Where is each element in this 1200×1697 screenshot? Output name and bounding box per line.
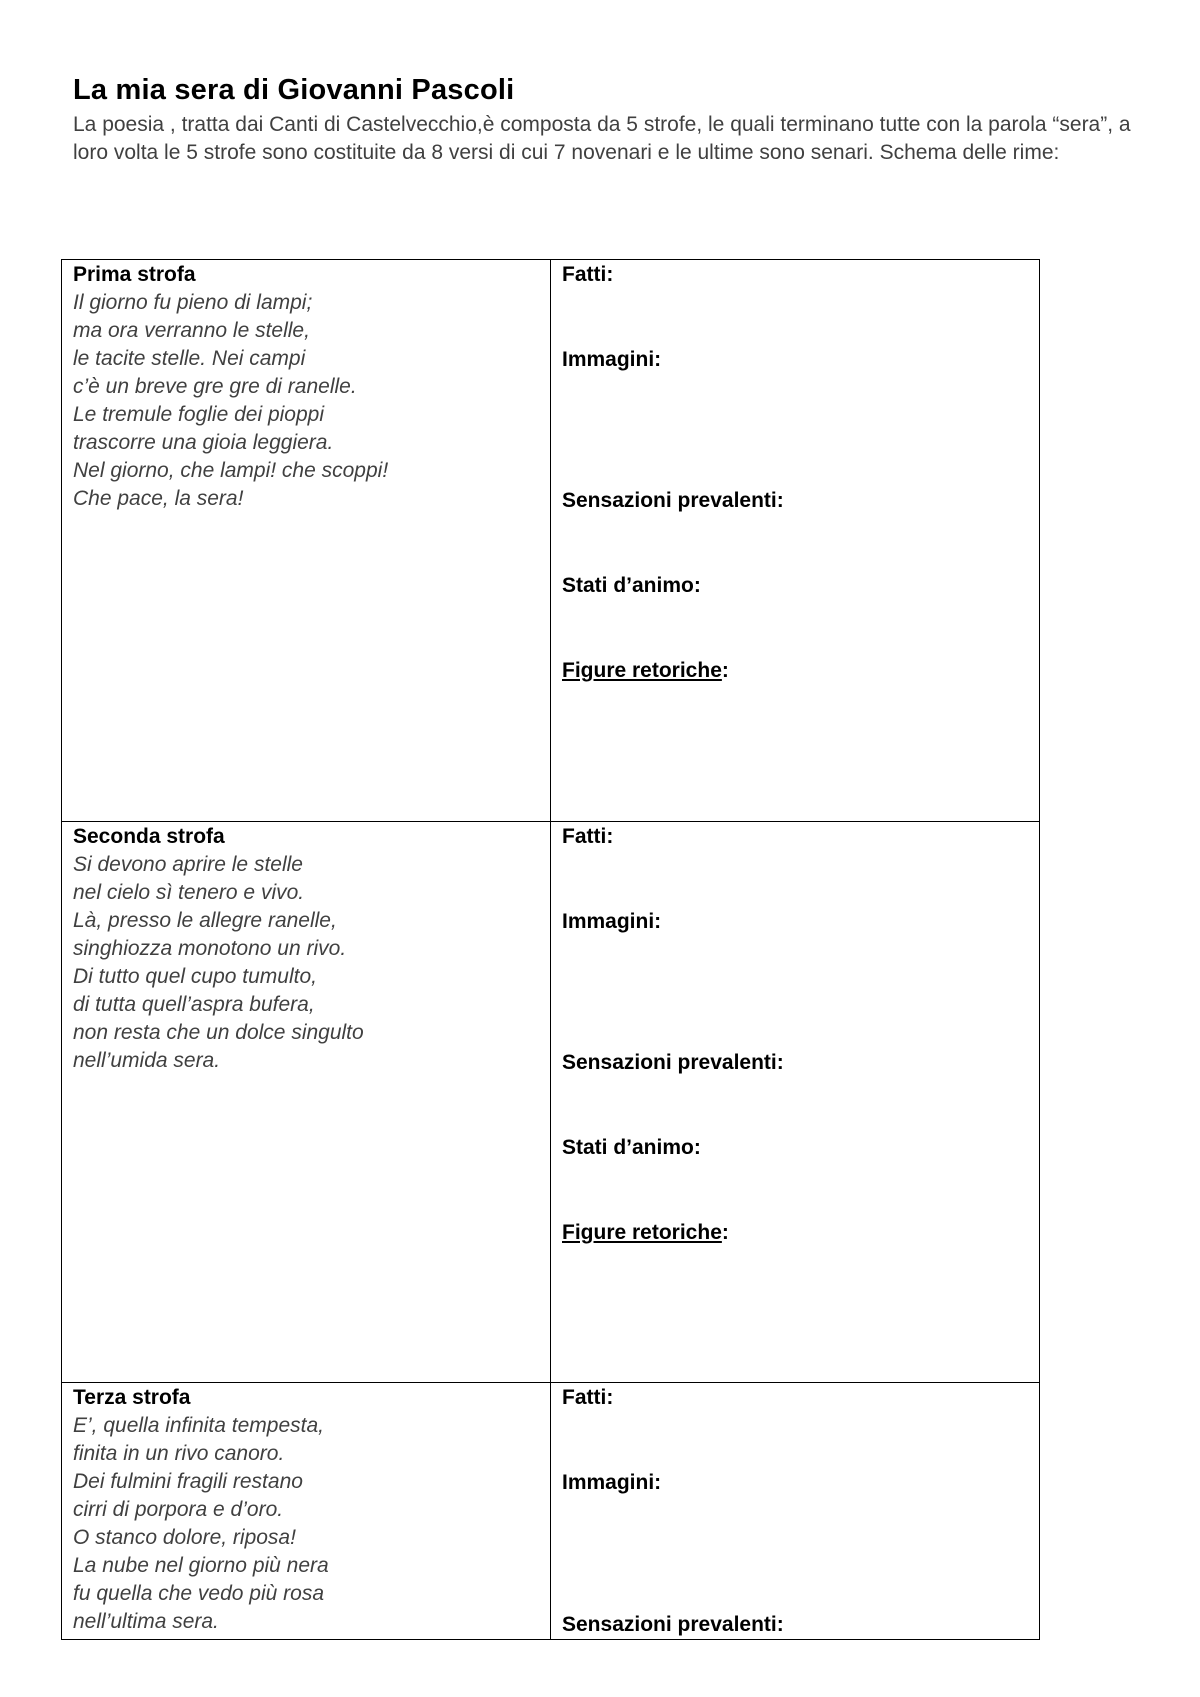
stanza-cell [62,1383,551,1640]
immagini-label: Immagini: [562,348,662,371]
verse-line: Il giorno fu pieno di lampi; [73,291,313,314]
figure-retoriche-colon: : [721,659,729,682]
verse-line: ma ora verranno le stelle, [73,319,310,342]
table-row [62,822,1040,1383]
verse-line: Le tremule foglie dei pioppi [73,403,324,426]
verse-line: trascorre una gioia leggiera. [73,431,334,454]
stati-animo-label: Stati d’animo: [562,1136,701,1159]
verse-line: Si devono aprire le stelle [73,853,303,876]
page-title: La mia sera di Giovanni Pascoli [73,74,515,106]
figure-retoriche-text: Figure retoriche [562,659,722,682]
verse-line: Che pace, la sera! [73,487,244,510]
verse-line: singhiozza monotono un rivo. [73,937,347,960]
table-row [62,1383,1040,1640]
analysis-cell[interactable] [551,1383,1040,1640]
figure-retoriche-label [562,1218,1029,1247]
verse-line: di tutta quell’aspra bufera, [73,993,315,1016]
table-row [62,260,1040,822]
analysis-cell[interactable] [551,822,1040,1383]
verse-line: le tacite stelle. Nei campi [73,347,306,370]
verse-line: nel cielo sì tenero e vivo. [73,881,305,904]
figure-retoriche-colon: : [721,1221,729,1244]
analysis-table [61,259,1040,1640]
verse-line: fu quella che vedo più rosa [73,1582,325,1605]
immagini-label: Immagini: [562,1471,662,1494]
stanza-title: Terza strofa [73,1386,191,1409]
stanza-cell [62,260,551,822]
fatti-label: Fatti: [562,825,614,848]
verse-line: non resta che un dolce singulto [73,1021,364,1044]
verse-line: finita in un rivo canoro. [73,1442,285,1465]
intro-paragraph: La poesia , tratta dai Canti di Castelvecchio,è composta da 5 strofe, le quali terminano tutte con la parola “sera”, a loro volta le 5 strofe sono costituite da 8 versi di cui 7 novenari e le ultime sono senari. Schema delle rime: [73,113,1131,164]
verse-line: c’è un breve gre gre di ranelle. [73,375,357,398]
verse-line: O stanco dolore, riposa! [73,1526,296,1549]
verse-line: La nube nel giorno più nera [73,1554,329,1577]
stati-animo-label: Stati d’animo: [562,574,701,597]
sensazioni-label: Sensazioni prevalenti: [562,489,784,512]
verse-line: Dei fulmini fragili restano [73,1470,303,1493]
analysis-cell[interactable] [551,260,1040,822]
verse-line: E’, quella infinita tempesta, [73,1414,324,1437]
verse-line: Di tutto quel cupo tumulto, [73,965,317,988]
sensazioni-label: Sensazioni prevalenti: [562,1051,784,1074]
fatti-label: Fatti: [562,263,614,286]
verse-line: nell’ultima sera. [73,1610,219,1633]
sensazioni-label: Sensazioni prevalenti: [562,1613,784,1636]
verse-line: Là, presso le allegre ranelle, [73,909,337,932]
verse-line: cirri di porpora e d’oro. [73,1498,284,1521]
verse-line: Nel giorno, che lampi! che scoppi! [73,459,389,482]
stanza-cell [62,822,551,1383]
fatti-label: Fatti: [562,1386,614,1409]
stanza-title: Seconda strofa [73,825,225,848]
immagini-label: Immagini: [562,910,662,933]
figure-retoriche-label [562,656,1029,685]
stanza-title: Prima strofa [73,263,196,286]
figure-retoriche-text: Figure retoriche [562,1221,722,1244]
verse-line: nell’umida sera. [73,1049,221,1072]
